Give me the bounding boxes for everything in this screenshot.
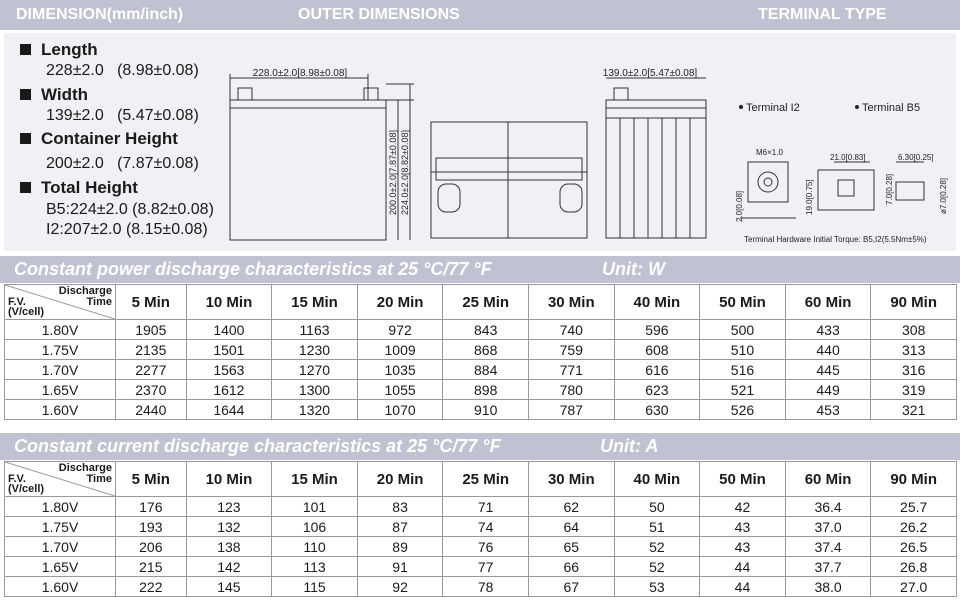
column-header: 5 Min — [116, 285, 187, 320]
table-cell: 433 — [785, 320, 871, 340]
table-cell: 608 — [614, 340, 700, 360]
table-cell: 596 — [614, 320, 700, 340]
power-discharge-table — [4, 284, 957, 420]
table-cell: 321 — [871, 400, 957, 420]
outer-dimensions-title: OUTER DIMENSIONS — [298, 6, 460, 23]
column-header: 90 Min — [871, 285, 957, 320]
terminal-i2-drawing — [748, 162, 788, 202]
table-cell: 92 — [357, 577, 443, 597]
table-cell: 78 — [443, 577, 529, 597]
table-cell: 110 — [272, 537, 358, 557]
table-row — [5, 320, 957, 340]
table-cell: 145 — [186, 577, 272, 597]
table-cell: 91 — [357, 557, 443, 577]
table-cell: 898 — [443, 380, 529, 400]
front-total-height-dimension: 224.0±2.0[8.82±0.08] — [400, 130, 410, 215]
column-header: 20 Min — [357, 462, 443, 497]
corner-vcell: (V/cell) — [8, 483, 45, 495]
battery-front-view — [230, 100, 386, 240]
dimension-f-label: ø7.0[0.28] — [939, 177, 948, 214]
column-header: 15 Min — [272, 285, 358, 320]
current-table-body — [5, 497, 957, 597]
total-height-label: Total Height — [41, 178, 138, 197]
table-cell: 616 — [614, 360, 700, 380]
table-cell: 1612 — [186, 380, 272, 400]
dimension-c-label: 19.0[0.75] — [805, 179, 814, 215]
column-header: 50 Min — [700, 462, 786, 497]
table-cell: 193 — [116, 517, 187, 537]
table-cell: 843 — [443, 320, 529, 340]
table-cell: 71 — [443, 497, 529, 517]
table-cell: 44 — [700, 577, 786, 597]
table-cell: 453 — [785, 400, 871, 420]
table-cell: 2370 — [116, 380, 187, 400]
final-voltage-cell: 1.75V — [5, 340, 116, 360]
table-cell: 67 — [528, 577, 614, 597]
table-cell: 51 — [614, 517, 700, 537]
table-cell: 83 — [357, 497, 443, 517]
table-cell: 445 — [785, 360, 871, 380]
table-row — [5, 537, 957, 557]
table-cell: 206 — [116, 537, 187, 557]
corner-time: Time — [86, 473, 112, 485]
table-cell: 36.4 — [785, 497, 871, 517]
table-cell: 37.7 — [785, 557, 871, 577]
table-cell: 1400 — [186, 320, 272, 340]
dimension-e-label: 7.0[0.28] — [885, 173, 894, 205]
table-header-row — [5, 285, 957, 320]
torque-note: Terminal Hardware Initial Torque: B5,I2(5.5Nm±5%) — [744, 235, 927, 244]
table-cell: 66 — [528, 557, 614, 577]
table-cell: 1501 — [186, 340, 272, 360]
final-voltage-cell: 1.60V — [5, 577, 116, 597]
table-cell: 449 — [785, 380, 871, 400]
table-cell: 308 — [871, 320, 957, 340]
table-row — [5, 340, 957, 360]
table-cell: 319 — [871, 380, 957, 400]
current-unit: Unit: A — [600, 436, 659, 456]
current-section-title: Constant current discharge characteristics at 25 °C/77 °F — [14, 436, 501, 456]
front-container-height-dimension: 200.0±2.0[7.87±0.08] — [388, 130, 398, 215]
column-header: 30 Min — [528, 285, 614, 320]
table-cell: 53 — [614, 577, 700, 597]
table-cell: 2440 — [116, 400, 187, 420]
width-label: Width — [41, 85, 89, 104]
table-cell: 1300 — [272, 380, 358, 400]
final-voltage-cell: 1.60V — [5, 400, 116, 420]
table-cell: 52 — [614, 537, 700, 557]
power-unit: Unit: W — [602, 259, 665, 279]
container-in: (7.87±0.08) — [117, 155, 199, 172]
container-mm: 200±2.0 — [46, 155, 104, 172]
column-header: 25 Min — [443, 285, 529, 320]
table-cell: 77 — [443, 557, 529, 577]
power-table-body — [5, 320, 957, 420]
bolt-size-label: M6×1.0 — [756, 148, 783, 157]
table-row — [5, 557, 957, 577]
table-cell: 868 — [443, 340, 529, 360]
table-cell: 215 — [116, 557, 187, 577]
table-cell: 313 — [871, 340, 957, 360]
length-label: Length — [41, 40, 98, 59]
table-cell: 123 — [186, 497, 272, 517]
length-in: (8.98±0.08) — [117, 62, 199, 79]
table-cell: 50 — [614, 497, 700, 517]
table-row — [5, 360, 957, 380]
table-row — [5, 497, 957, 517]
column-header: 15 Min — [272, 462, 358, 497]
corner-fv: F.V. — [8, 296, 26, 308]
table-cell: 37.4 — [785, 537, 871, 557]
power-section-band — [0, 256, 960, 283]
corner-discharge: Discharge — [58, 285, 112, 297]
table-cell: 106 — [272, 517, 358, 537]
dimension-b-label: 6.30[0.25] — [898, 153, 934, 162]
table-cell: 500 — [700, 320, 786, 340]
table-cell: 1009 — [357, 340, 443, 360]
corner-fv: F.V. — [8, 473, 26, 485]
table-cell: 1163 — [272, 320, 358, 340]
column-header: 10 Min — [186, 462, 272, 497]
table-row — [5, 577, 957, 597]
table-cell: 42 — [700, 497, 786, 517]
table-cell: 27.0 — [871, 577, 957, 597]
table-cell: 526 — [700, 400, 786, 420]
table-cell: 38.0 — [785, 577, 871, 597]
table-cell: 1230 — [272, 340, 358, 360]
column-header: 50 Min — [700, 285, 786, 320]
table-cell: 132 — [186, 517, 272, 537]
table-cell: 316 — [871, 360, 957, 380]
final-voltage-cell: 1.80V — [5, 320, 116, 340]
table-cell: 1035 — [357, 360, 443, 380]
terminal-b5-drawing — [818, 170, 874, 210]
table-cell: 771 — [528, 360, 614, 380]
final-voltage-cell: 1.75V — [5, 517, 116, 537]
dimension-d-label: 2.0[0.08] — [735, 190, 744, 222]
final-voltage-cell: 1.65V — [5, 380, 116, 400]
final-voltage-cell: 1.70V — [5, 360, 116, 380]
dimension-a-label: 21.0[0.83] — [830, 153, 866, 162]
table-cell: 1905 — [116, 320, 187, 340]
table-cell: 26.8 — [871, 557, 957, 577]
table-cell: 910 — [443, 400, 529, 420]
column-header: 30 Min — [528, 462, 614, 497]
table-cell: 52 — [614, 557, 700, 577]
current-discharge-table — [4, 461, 957, 597]
table-cell: 87 — [357, 517, 443, 537]
table-cell: 884 — [443, 360, 529, 380]
table-cell: 1320 — [272, 400, 358, 420]
width-in: (5.47±0.08) — [117, 107, 199, 124]
table-cell: 972 — [357, 320, 443, 340]
table-corner-cell — [5, 285, 116, 320]
table-cell: 630 — [614, 400, 700, 420]
battery-side-view — [606, 100, 706, 238]
final-voltage-cell: 1.70V — [5, 537, 116, 557]
terminal-i2-label: Terminal I2 — [746, 102, 800, 114]
table-cell: 623 — [614, 380, 700, 400]
table-cell: 76 — [443, 537, 529, 557]
table-cell: 142 — [186, 557, 272, 577]
table-cell: 101 — [272, 497, 358, 517]
total-height-b5: B5:224±2.0 (8.82±0.08) — [46, 201, 214, 218]
table-cell: 115 — [272, 577, 358, 597]
final-voltage-cell: 1.80V — [5, 497, 116, 517]
table-cell: 138 — [186, 537, 272, 557]
table-cell: 43 — [700, 517, 786, 537]
length-mm: 228±2.0 — [46, 62, 104, 79]
table-cell: 2277 — [116, 360, 187, 380]
table-cell: 65 — [528, 537, 614, 557]
table-cell: 26.5 — [871, 537, 957, 557]
table-cell: 74 — [443, 517, 529, 537]
corner-time: Time — [86, 296, 112, 308]
column-header: 20 Min — [357, 285, 443, 320]
table-cell: 1644 — [186, 400, 272, 420]
terminal-b5-label: Terminal B5 — [862, 102, 921, 114]
column-header: 40 Min — [614, 462, 700, 497]
table-cell: 516 — [700, 360, 786, 380]
column-header: 60 Min — [785, 462, 871, 497]
table-cell: 1270 — [272, 360, 358, 380]
table-row — [5, 380, 957, 400]
table-cell: 222 — [116, 577, 187, 597]
column-header: 25 Min — [443, 462, 529, 497]
table-cell: 1070 — [357, 400, 443, 420]
column-header: 5 Min — [116, 462, 187, 497]
table-corner-cell — [5, 462, 116, 497]
current-section-band — [0, 433, 960, 460]
table-cell: 89 — [357, 537, 443, 557]
total-height-i2: I2:207±2.0 (8.15±0.08) — [46, 221, 208, 238]
dimension-title: DIMENSION(mm/inch) — [16, 6, 184, 23]
table-cell: 521 — [700, 380, 786, 400]
column-header: 60 Min — [785, 285, 871, 320]
corner-vcell: (V/cell) — [8, 306, 45, 318]
table-cell: 64 — [528, 517, 614, 537]
table-row — [5, 400, 957, 420]
power-section-title: Constant power discharge characteristics at 25 °C/77 °F — [14, 259, 492, 279]
outer-dimensions-drawing — [0, 0, 960, 256]
terminal-type-title: TERMINAL TYPE — [758, 6, 887, 23]
table-cell: 510 — [700, 340, 786, 360]
table-cell: 25.7 — [871, 497, 957, 517]
front-length-dimension: 228.0±2.0[8.98±0.08] — [252, 68, 348, 79]
table-row — [5, 517, 957, 537]
table-cell: 2135 — [116, 340, 187, 360]
corner-discharge: Discharge — [58, 462, 112, 474]
table-cell: 1563 — [186, 360, 272, 380]
container-height-label: Container Height — [41, 129, 178, 148]
table-cell: 62 — [528, 497, 614, 517]
table-cell: 759 — [528, 340, 614, 360]
table-cell: 37.0 — [785, 517, 871, 537]
table-cell: 440 — [785, 340, 871, 360]
final-voltage-cell: 1.65V — [5, 557, 116, 577]
table-cell: 176 — [116, 497, 187, 517]
width-mm: 139±2.0 — [46, 107, 104, 124]
table-cell: 780 — [528, 380, 614, 400]
table-cell: 26.2 — [871, 517, 957, 537]
table-cell: 1055 — [357, 380, 443, 400]
table-cell: 740 — [528, 320, 614, 340]
table-cell: 113 — [272, 557, 358, 577]
table-cell: 787 — [528, 400, 614, 420]
table-header-row — [5, 462, 957, 497]
column-header: 90 Min — [871, 462, 957, 497]
table-cell: 44 — [700, 557, 786, 577]
side-width-dimension: 139.0±2.0[5.47±0.08] — [602, 68, 698, 79]
column-header: 40 Min — [614, 285, 700, 320]
column-header: 10 Min — [186, 285, 272, 320]
table-cell: 43 — [700, 537, 786, 557]
